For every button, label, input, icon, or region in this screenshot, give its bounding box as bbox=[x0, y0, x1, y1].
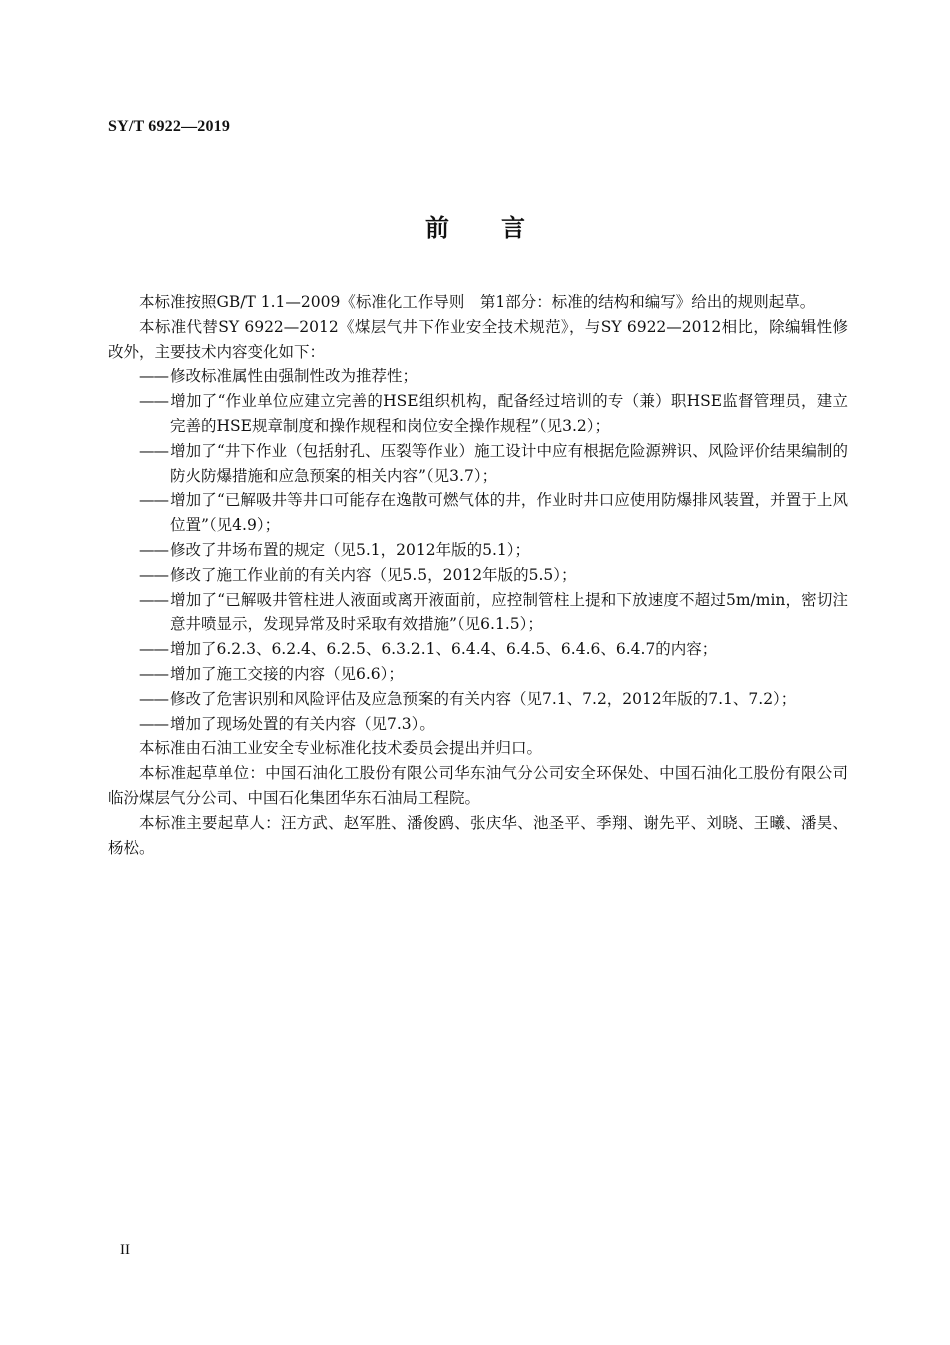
list-item-text: 增加了施工交接的内容（见6.6）； bbox=[170, 664, 404, 683]
list-item-text: 增加了“已解吸井管柱进人液面或离开液面前，应控制管柱上提和下放速度不超过5m/min，密切注意井喷显示，发现异常及时采取有效措施”（见6.1.5）； bbox=[170, 590, 848, 634]
list-item bbox=[108, 687, 848, 712]
dash-marker: —— bbox=[139, 714, 168, 733]
dash-marker: —— bbox=[139, 367, 168, 386]
page-title: 前言 bbox=[425, 214, 577, 242]
list-item-text: 增加了“已解吸井等井口可能存在逸散可燃气体的井，作业时井口应使用防爆排风装置，并置于上风位置”（见4.9）； bbox=[170, 491, 848, 535]
list-item bbox=[108, 439, 848, 489]
list-item bbox=[108, 364, 848, 389]
dash-marker: —— bbox=[139, 640, 168, 659]
list-item bbox=[108, 588, 848, 638]
paragraph-drafting-rules: 本标准按照GB/T 1.1—2009《标准化工作导则 第1部分：标准的结构和编写》给出的规则起草。 bbox=[139, 293, 816, 311]
standard-code: SY/T 6922—2019 bbox=[108, 118, 231, 135]
dash-marker: —— bbox=[139, 491, 168, 510]
list-item-text: 修改了井场布置的规定（见5.1，2012年版的5.1）； bbox=[170, 540, 530, 559]
page-number: II bbox=[120, 1242, 130, 1258]
dash-marker: —— bbox=[139, 565, 168, 584]
list-item bbox=[108, 712, 848, 737]
paragraph-drafting-units: 本标准起草单位：中国石油化工股份有限公司华东油气分公司安全环保处、中国石油化工股份有限公司临汾煤层气分公司、中国石化集团华东石油局工程院。 bbox=[108, 764, 848, 807]
list-item bbox=[108, 637, 848, 662]
list-item-text: 修改了施工作业前的有关内容（见5.5，2012年版的5.5）； bbox=[170, 565, 577, 584]
dash-marker: —— bbox=[139, 392, 168, 411]
list-item bbox=[108, 488, 848, 538]
list-item-text: 增加了现场处置的有关内容（见7.3）。 bbox=[170, 714, 435, 733]
paragraph-proposer: 本标准由石油工业安全专业标准化技术委员会提出并归口。 bbox=[139, 739, 543, 758]
dash-marker: —— bbox=[139, 689, 168, 708]
paragraph-drafters: 本标准主要起草人：汪方武、赵军胜、潘俊鸥、张庆华、池圣平、季翔、谢先平、刘晓、王曦、潘昊、杨松。 bbox=[108, 813, 848, 857]
list-item bbox=[108, 563, 848, 588]
list-item-text: 增加了6.2.3、6.2.4、6.2.5、6.3.2.1、6.4.4、6.4.5、6.4.6、6.4.7的内容； bbox=[170, 640, 718, 659]
list-item-text: 增加了“井下作业（包括射孔、压裂等作业）施工设计中应有根据危险源辨识、风险评价结果编制的防火防爆措施和应急预案的相关内容”（见3.7）； bbox=[170, 441, 848, 485]
changes-list bbox=[108, 364, 848, 736]
list-item bbox=[108, 662, 848, 687]
list-item-text: 增加了“作业单位应建立完善的HSE组织机构，配备经过培训的专（兼）职HSE监督管理员，建立完善的HSE规章制度和操作规程和岗位安全操作规程”（见3.2）； bbox=[170, 392, 848, 435]
list-item-text: 修改标准属性由强制性改为推荐性； bbox=[170, 367, 419, 386]
paragraph-replacement: 本标准代替SY 6922—2012《煤层气井下作业安全技术规范》，与SY 6922—2012相比，除编辑性修改外，主要技术内容变化如下： bbox=[108, 317, 848, 361]
list-item-text: 修改了危害识别和风险评估及应急预案的有关内容（见7.1、7.2，2012年版的7.1、7.2）； bbox=[170, 689, 797, 708]
list-item bbox=[108, 389, 848, 439]
dash-marker: —— bbox=[139, 664, 168, 683]
dash-marker: —— bbox=[139, 590, 168, 609]
dash-marker: —— bbox=[139, 540, 168, 559]
list-item bbox=[108, 538, 848, 563]
dash-marker: —— bbox=[139, 441, 168, 460]
foreword-body bbox=[108, 290, 848, 860]
